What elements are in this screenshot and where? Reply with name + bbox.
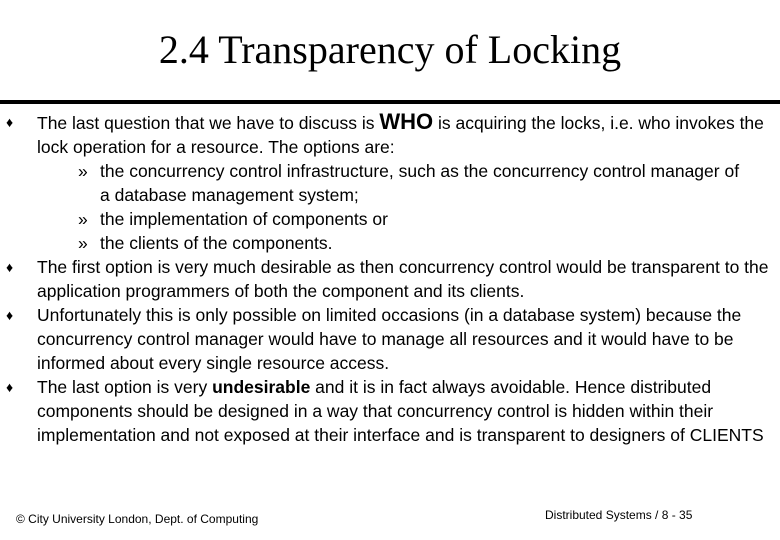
sub-bullet-icon: »: [78, 233, 88, 253]
diamond-bullet-icon: ♦: [6, 379, 14, 395]
diamond-bullet-icon: ♦: [6, 114, 14, 130]
bullet-text: and it is in fact always avoidable. Hence distributed components should be designed in a way that concurrency control is hidden within their implementation and not exposed at their interface and is transparent to designers of CLIENTS: [37, 377, 764, 445]
bullet-text: is acquiring the locks, i.e. who invokes the lock operation for a resource. The options are:: [37, 113, 764, 157]
sub-bullet-icon: »: [78, 209, 88, 229]
bullet-who: [0, 110, 772, 159]
footer-page-number: Distributed Systems / 8 - 35: [545, 508, 693, 522]
sub-item-infrastructure: [0, 159, 740, 207]
sub-item-text: the implementation of components or: [100, 209, 388, 229]
sub-bullet-icon: »: [78, 161, 88, 181]
emphasis-who: WHO: [379, 109, 434, 134]
emphasis-undesirable: undesirable: [212, 377, 311, 397]
slide-content: [0, 110, 780, 447]
bullet-last-option: [0, 375, 772, 447]
bullet-text: The last question that we have to discuss is: [37, 113, 380, 133]
sub-item-text: the concurrency control infrastructure, such as the concurrency control manager of a database management system;: [100, 161, 740, 205]
bullet-first-option: [0, 255, 772, 303]
diamond-bullet-icon: ♦: [6, 259, 14, 275]
slide-title: 2.4 Transparency of Locking: [158, 27, 622, 72]
bullet-text: Unfortunately this is only possible on limited occasions (in a database system) because the concurrency control manager would have to manage all resources and it would have to be informed about every single resource access.: [37, 305, 742, 373]
title-divider: [0, 100, 780, 104]
bullet-text: The first option is very much desirable as then concurrency control would be transparent to the application programmers of both the component and its clients.: [37, 257, 769, 301]
footer-copyright: © City University London, Dept. of Computing: [16, 512, 259, 526]
sub-item-implementation: [0, 207, 740, 231]
sub-item-clients: [0, 231, 740, 255]
bullet-unfortunately: [0, 303, 772, 375]
diamond-bullet-icon: ♦: [6, 307, 14, 323]
sub-item-text: the clients of the components.: [100, 233, 333, 253]
bullet-text: The last option is very: [37, 377, 213, 397]
